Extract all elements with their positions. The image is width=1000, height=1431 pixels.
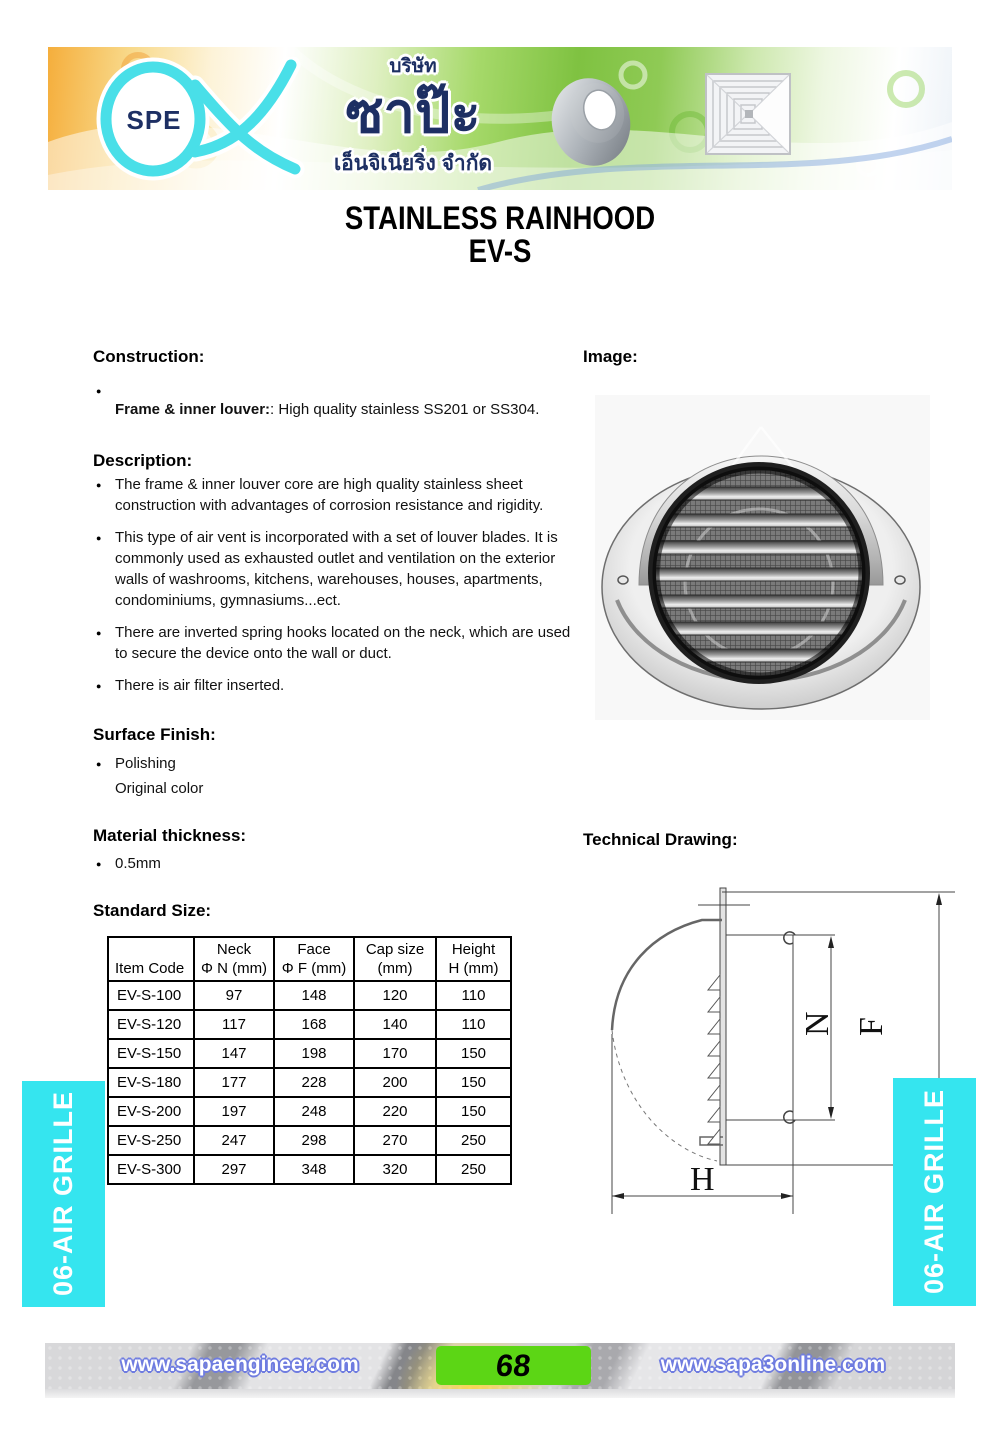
header-banner — [48, 47, 952, 190]
list-item: ● This type of air vent is incorporated with a set of louver blades. It is commonly used as exhausted outlet and ventilation on the exterior walls of washrooms, kitchens, warehouses, houses, apartments, condominiums, gymnasiums...ect. — [93, 527, 571, 611]
table-row: EV-S-150 147 198 170 150 — [108, 1039, 511, 1068]
col-header-cap-size: Cap size (mm) — [354, 937, 436, 981]
col-header-face: Face Φ F (mm) — [274, 937, 354, 981]
round-diffuser-image — [545, 69, 640, 171]
page-number: 68 — [494, 1347, 533, 1383]
company-suffix: เอ็นจิเนียริ่ง จำกัด — [333, 152, 493, 175]
construction-item-label: Frame & inner louver: — [115, 401, 271, 418]
list-item: ● The frame & inner louver core are high quality stainless sheet construction with advantages of corrosion resistance and rigidity. — [93, 474, 571, 516]
company-prefix: บริษัท — [389, 56, 437, 77]
rainhood-photo — [595, 395, 930, 720]
col-header-item-code: Item Code — [108, 937, 194, 981]
standard-size-heading: Standard Size: — [93, 901, 212, 920]
table-row: EV-S-300 297 348 320 250 — [108, 1155, 511, 1184]
left-section-tab — [22, 1081, 105, 1307]
construction-heading: Construction: — [93, 347, 205, 366]
technical-drawing-heading: Technical Drawing: — [583, 830, 738, 849]
table-row: EV-S-250 247 298 270 250 — [108, 1126, 511, 1155]
section-tab-label: 06-AIR GRILLE — [48, 1091, 78, 1297]
dim-label-n: N — [799, 1011, 836, 1036]
standard-size-table — [107, 936, 512, 1185]
list-item: ● There is air filter inserted. — [93, 675, 571, 696]
product-title: STAINLESS RAINHOOD — [344, 201, 656, 237]
logo-text: SPE — [126, 105, 182, 135]
col-header-neck: Neck Φ N (mm) — [194, 937, 274, 981]
table-row: EV-S-180 177 228 200 150 — [108, 1068, 511, 1097]
section-tab-label: 06-AIR GRILLE — [919, 1089, 949, 1295]
model-title: EV-S — [468, 234, 532, 270]
list-item: ● There are inverted spring hooks located on the neck, which are used to secure the device onto the wall or duct. — [93, 622, 571, 664]
page-number-box — [436, 1346, 591, 1385]
dim-label-f: F — [853, 1017, 890, 1036]
company-name: ซาป๊ะ — [345, 81, 481, 144]
square-diffuser-image — [705, 73, 791, 155]
footer-banner — [45, 1343, 955, 1389]
table-row: EV-S-200 197 248 220 150 — [108, 1097, 511, 1126]
col-header-height: Height H (mm) — [436, 937, 511, 981]
material-thickness-heading: Material thickness: — [93, 826, 247, 845]
dim-label-h: H — [690, 1161, 715, 1198]
description-list — [93, 474, 571, 707]
surface-finish-extra: Original color — [115, 780, 204, 797]
footer-left-url: www.sapaengineer.com — [121, 1353, 359, 1376]
table-row: EV-S-120 117 168 140 110 — [108, 1010, 511, 1039]
construction-item-text: : High quality stainless SS201 or SS304. — [270, 401, 540, 418]
page-title — [0, 203, 1000, 269]
surface-finish-item: ● Polishing — [93, 753, 393, 774]
description-heading: Description: — [93, 451, 193, 470]
image-heading: Image: — [583, 347, 638, 366]
material-thickness-item: ● 0.5mm — [93, 853, 393, 874]
footer-right-url: www.sapa3online.com — [660, 1353, 886, 1376]
construction-item — [93, 399, 571, 420]
table-row: EV-S-100 97 148 120 110 — [108, 981, 511, 1010]
company-name-block — [248, 47, 578, 180]
footer-shadow-strip — [45, 1389, 955, 1398]
table-header-row — [108, 937, 511, 981]
right-section-tab — [893, 1078, 976, 1306]
surface-finish-heading: Surface Finish: — [93, 725, 216, 744]
